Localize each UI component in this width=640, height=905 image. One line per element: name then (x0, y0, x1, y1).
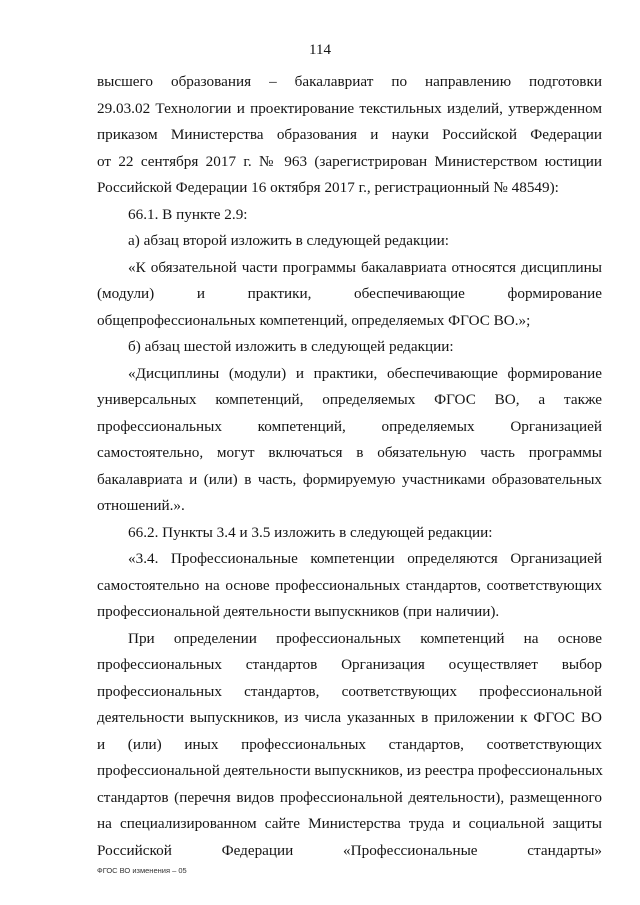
text-line: 66.1. В пункте 2.9: (128, 205, 248, 223)
text-line: профессиональной деятельности выпускников, из реестра профессиональных (97, 762, 603, 779)
text-line: 29.03.02 Технологии и проектирование текстильных изделий, утвержденном (97, 99, 602, 117)
text-line: универсальных компетенций, определяемых ФГОС ВО, а также (97, 391, 602, 408)
text-line: самостоятельно на основе профессиональных стандартов, соответствующих (97, 576, 602, 594)
footer-label: ФГОС ВО изменения – 05 (97, 866, 187, 875)
text-line: а) абзац второй изложить в следующей редакции: (128, 232, 450, 249)
text-line: При определении профессиональных компетенций на основе (128, 629, 602, 647)
text-line: на специализированном сайте Министерства труда и социальной защиты (97, 815, 602, 832)
text-line: и (или) иных профессиональных стандартов, соответствующих (97, 735, 602, 753)
text-line: профессиональной деятельности выпускников (при наличии). (97, 603, 500, 620)
text-line: Российской Федерации 16 октября 2017 г., регистрационный № 48549): (97, 179, 559, 196)
text-line: бакалавриата и (или) в часть, формируемую участниками образовательных (97, 470, 602, 488)
text-line: стандартов (перечня видов профессиональной деятельности), размещенного (97, 788, 602, 806)
text-line: самостоятельно, могут включаться в обязательную часть программы (97, 444, 602, 461)
text-line: профессиональных компетенций, определяемых Организацией (97, 417, 602, 435)
text-line: профессиональных стандартов, соответствующих профессиональной (97, 682, 602, 700)
text-line: «Дисциплины (модули) и практики, обеспечивающие формирование (128, 364, 602, 382)
text-line: «К обязательной части программы бакалавриата относятся дисциплины (128, 258, 602, 276)
text-line: (модули) и практики, обеспечивающие формирование (97, 285, 602, 302)
text-line: отношений.». (97, 497, 185, 514)
text-line: деятельности выпускников, из числа указанных в приложении к ФГОС ВО (97, 709, 602, 726)
text-line: высшего образования – бакалавриат по направлению подготовки (97, 73, 602, 90)
text-line: от 22 сентября 2017 г. № 963 (зарегистрирован Министерством юстиции (97, 152, 602, 170)
text-line: профессиональных стандартов Организация осуществляет выбор (97, 656, 602, 673)
document-body (97, 69, 602, 864)
page-number: 114 (309, 42, 331, 58)
text-line: 66.2. Пункты 3.4 и 3.5 изложить в следующей редакции: (128, 523, 493, 541)
text-line: общепрофессиональных компетенций, определяемых ФГОС ВО.»; (97, 311, 531, 329)
text-line: «3.4. Профессиональные компетенции определяются Организацией (128, 550, 602, 567)
text-line: Российской Федерации «Профессиональные стандарты» (97, 841, 602, 859)
text-line: б) абзац шестой изложить в следующей редакции: (128, 338, 454, 355)
text-line: приказом Министерства образования и науки Российской Федерации (97, 126, 602, 143)
